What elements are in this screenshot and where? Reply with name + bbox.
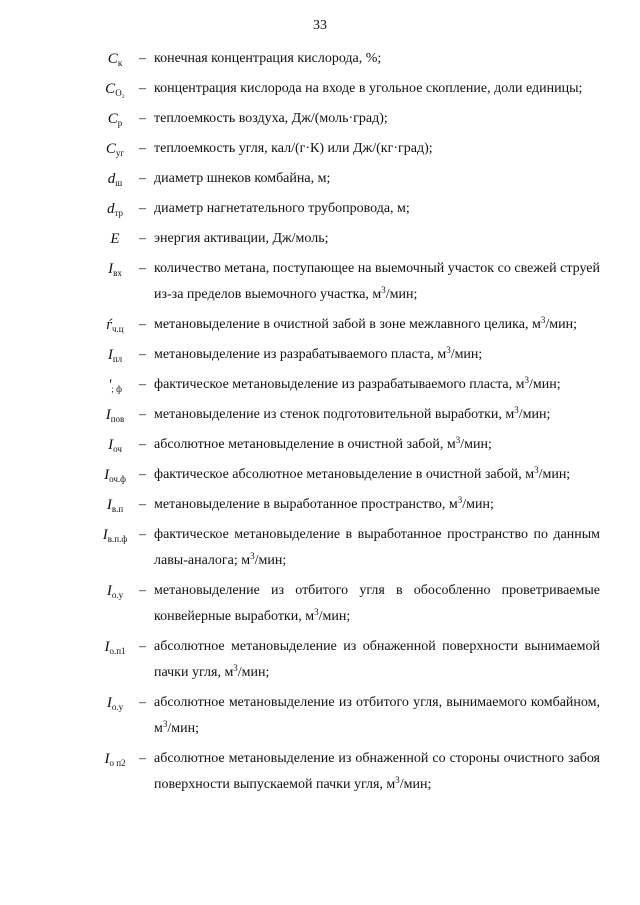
definition-dash: – (139, 437, 146, 452)
definition-text: абсолютное метановыделение из обнаженной поверхности вынимаемой пачки угля, $м^3$/мин; (154, 639, 600, 680)
page-number: 33 (313, 18, 327, 33)
symbol-base: I (105, 407, 111, 423)
symbol-subscript: р (117, 118, 123, 128)
definition-entry (0, 578, 640, 630)
symbol-base: I (106, 583, 112, 599)
definition-text: абсолютное метановыделение из обнаженной со стороны очистного забоя поверхности выпускаемой пачки угля, $м^3$/мин; (154, 751, 600, 792)
definition-entry (0, 196, 640, 222)
definition-entry (0, 522, 640, 574)
definition-dash: – (139, 141, 146, 156)
definition-text: абсолютное метановыделение из отбитого угля, вынимаемого комбайном, $м^3$/мин; (154, 695, 600, 736)
definition-dash: – (139, 527, 146, 542)
definition-symbol (92, 372, 138, 402)
definition-text: количество метана, поступающее на выемочный участок со свежей струей из-за пределов выемочного участка, $м^3$/мин; (154, 261, 600, 302)
symbol-base: I (106, 497, 112, 513)
definition-symbol (92, 634, 138, 664)
symbol-base: ' (108, 377, 112, 393)
definition-text: абсолютное метановыделение в очистной забой, $м^3$/мин; (154, 435, 492, 452)
definition-symbol (92, 402, 138, 432)
symbol-subscript: пов (110, 414, 125, 424)
symbol-base: I (104, 467, 110, 483)
definition-entry (0, 106, 640, 132)
definition-dash: – (139, 695, 146, 710)
symbol-subscript: ш (115, 178, 123, 188)
definition-symbol (92, 746, 138, 776)
definition-entry (0, 746, 640, 798)
definition-symbol (92, 196, 138, 226)
definition-symbol (92, 106, 138, 136)
symbol-subscript: O₂ (115, 88, 125, 98)
definition-symbol (92, 522, 138, 552)
definition-dash: – (139, 231, 146, 246)
definition-symbol (92, 492, 138, 522)
definition-text: метановыделение из отбитого угля в обособленно проветриваемые конвейерные выработки, $м^3$/мин; (154, 583, 600, 624)
definitions-list (0, 46, 640, 802)
definition-entry (0, 462, 640, 488)
definition-symbol (92, 312, 138, 342)
definition-entry (0, 76, 640, 102)
definition-symbol (92, 690, 138, 720)
definition-symbol (92, 76, 138, 106)
symbol-base: C (107, 51, 118, 67)
symbol-base: I (107, 347, 113, 363)
definition-entry (0, 634, 640, 686)
definition-symbol (92, 226, 138, 252)
symbol-base: I (104, 639, 110, 655)
symbol-base: I (108, 437, 114, 453)
definition-text: диаметр нагнетательного трубопровода, м; (154, 201, 410, 216)
definition-entry (0, 372, 640, 398)
definition-text: метановыделение из стенок подготовительной выработки, $м^3$/мин; (154, 405, 551, 422)
symbol-subscript: оч (113, 444, 122, 454)
definition-text: диаметр шнеков комбайна, м; (154, 171, 331, 186)
definition-text: конечная концентрация кислорода, %; (154, 51, 382, 66)
definition-entry (0, 46, 640, 72)
symbol-base: d (106, 201, 115, 217)
symbol-base: I (106, 695, 112, 711)
symbol-base: I (108, 261, 114, 277)
definition-text: энергия активации, Дж/моль; (154, 231, 329, 246)
definition-dash: – (139, 171, 146, 186)
definition-text: фактическое абсолютное метановыделение в очистной забой, $м^3$/мин; (154, 465, 571, 482)
definition-entry (0, 342, 640, 368)
definition-entry (0, 690, 640, 742)
definition-dash: – (139, 111, 146, 126)
symbol-base: I (104, 751, 110, 767)
definition-symbol (92, 136, 138, 166)
symbol-subscript: о.у (111, 702, 124, 712)
symbol-subscript: о п2 (109, 758, 126, 768)
definition-dash: – (139, 317, 146, 332)
definition-dash: – (139, 261, 146, 276)
definition-dash: – (139, 377, 146, 392)
definition-dash: – (139, 751, 146, 766)
definition-text: фактическое метановыделение из разрабатываемого пласта, $м^3$/мин; (154, 375, 561, 392)
definition-dash: – (139, 467, 146, 482)
symbol-subscript: уг (115, 148, 125, 158)
definition-text: метановыделение в очистной забой в зоне межлавного целика, $м^3$/мин; (154, 315, 577, 332)
definition-dash: – (139, 201, 146, 216)
definition-entry (0, 492, 640, 518)
symbol-subscript: пл (112, 354, 123, 364)
definition-text: метановыделение в выработанное пространство, $м^3$/мин; (154, 495, 494, 512)
definition-text: теплоемкость воздуха, Дж/(моль·град); (154, 111, 388, 126)
symbol-base: C (107, 111, 118, 127)
symbol-subscript: о.п1 (109, 646, 126, 656)
symbol-subscript: ч.ц (112, 324, 124, 334)
definition-dash: – (139, 407, 146, 422)
symbol-base: ѓ (106, 317, 113, 333)
definition-symbol (92, 166, 138, 196)
definition-dash: – (139, 81, 146, 96)
symbol-subscript: вх (113, 268, 122, 278)
definition-dash: – (139, 639, 146, 654)
definition-text: теплоемкость угля, кал/(г·К) или Дж/(кг·град); (154, 141, 433, 156)
definition-entry (0, 402, 640, 428)
definition-entry (0, 432, 640, 458)
definition-entry (0, 136, 640, 162)
definition-dash: – (139, 583, 146, 598)
definition-text: концентрация кислорода на входе в угольное скопление, доли единицы; (154, 81, 583, 96)
symbol-subscript: к (117, 58, 123, 68)
symbol-subscript: тр (114, 208, 124, 218)
definition-entry (0, 312, 640, 338)
definition-text: фактическое метановыделение в выработанное пространство по данным лавы-аналога; $м^3$/мин; (154, 527, 600, 568)
symbol-subscript: в.п (111, 504, 124, 514)
definition-symbol (92, 342, 138, 372)
definition-symbol (92, 578, 138, 608)
symbol-base: C (105, 141, 116, 157)
definition-entry (0, 256, 640, 308)
definition-text: метановыделение из разрабатываемого пласта, $м^3$/мин; (154, 345, 483, 362)
symbol-subscript: ; ф (111, 384, 122, 394)
definition-entry (0, 166, 640, 192)
definition-symbol (92, 46, 138, 76)
definition-dash: – (139, 51, 146, 66)
symbol-base: E (110, 231, 120, 247)
definition-symbol (92, 462, 138, 492)
symbol-base: C (105, 81, 116, 97)
definition-symbol (92, 432, 138, 462)
symbol-base: I (102, 527, 108, 543)
symbol-subscript: в.п.ф (107, 534, 128, 544)
symbol-subscript: о.у (111, 590, 124, 600)
definition-symbol (92, 256, 138, 286)
definition-entry (0, 226, 640, 252)
symbol-subscript: оч.ф (109, 474, 126, 484)
symbol-base: d (107, 171, 116, 187)
definition-dash: – (139, 497, 146, 512)
definition-dash: – (139, 347, 146, 362)
